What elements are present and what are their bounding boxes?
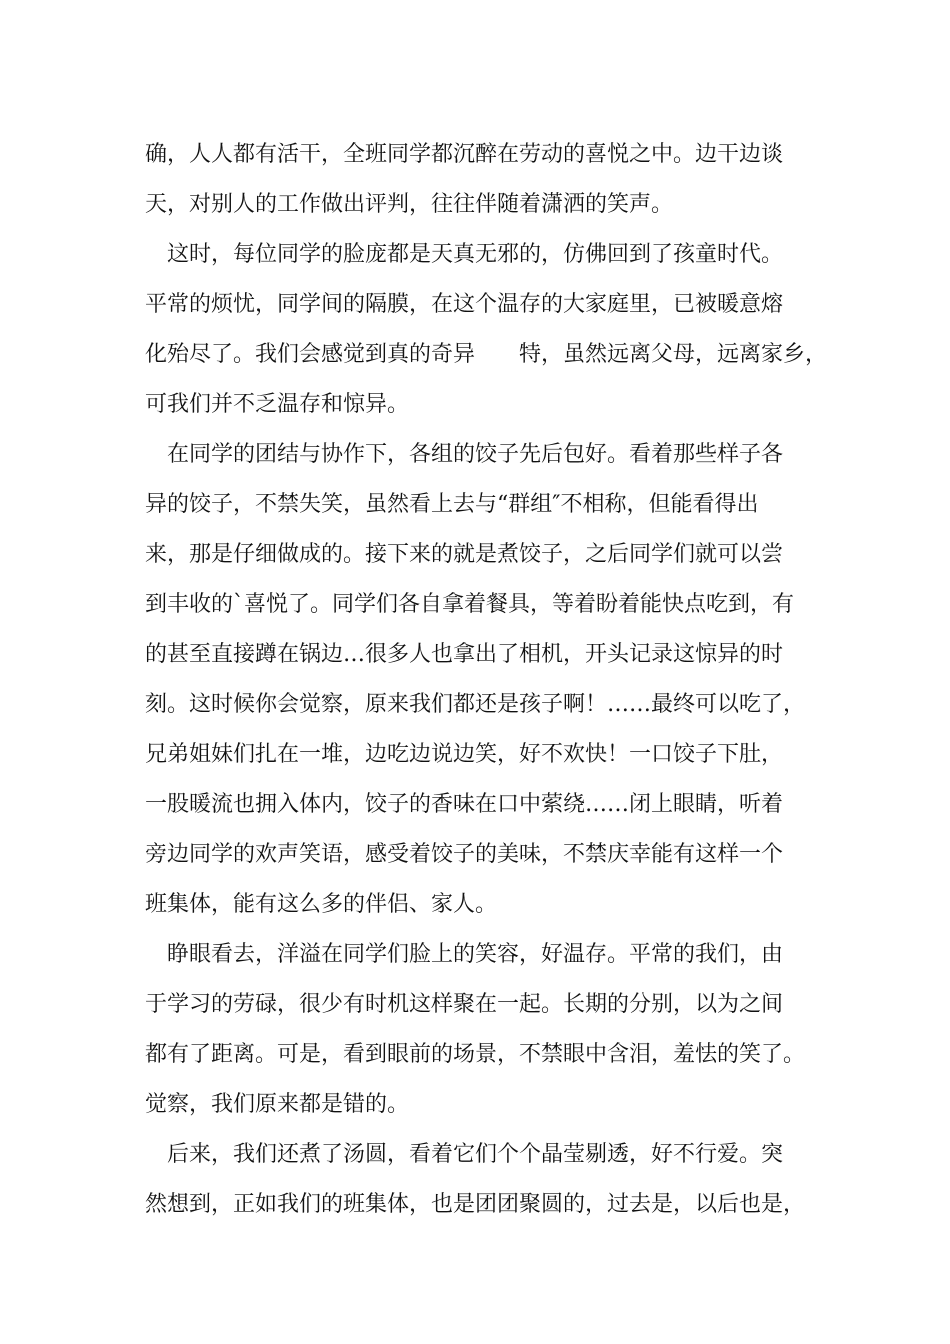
text-line: 天，对别人的工作做出评判，往往伴随着潇洒的笑声。 [145, 192, 674, 217]
text-line: 一股暖流也拥入体内，饺子的香味在口中萦绕……闭上眼睛，听着 [145, 792, 784, 817]
paragraph-start-line: 在同学的团结与协作下，各组的饺子先后包好。看着那些样子各 [167, 442, 784, 467]
text-line: 然想到，正如我们的班集体，也是团团聚圆的，过去是，以后也是， [145, 1192, 806, 1217]
paragraph-start-line: 这时，每位同学的脸庞都是天真无邪的，仿佛回到了孩童时代。 [167, 242, 784, 267]
text-line: 化殆尽了。我们会感觉到真的奇异 特，虽然远离父母，远离家乡， [145, 342, 828, 367]
text-line: 的甚至直接蹲在锅边…很多人也拿出了相机，开头记录这惊异的时 [145, 642, 784, 667]
text-line: 班集体，能有这么多的伴侣、家人。 [145, 892, 498, 917]
paragraph-start-line: 睁眼看去，洋溢在同学们脸上的笑容，好温存。平常的我们，由 [167, 942, 784, 967]
text-line: 来，那是仔细做成的。接下来的就是煮饺子，之后同学们就可以尝 [145, 542, 784, 567]
text-line: 于学习的劳碌，很少有时机这样聚在一起。长期的分别，以为之间 [145, 992, 784, 1017]
text-line: 平常的烦忧，同学间的隔膜，在这个温存的大家庭里，已被暖意熔 [145, 292, 784, 317]
text-line: 到丰收的`喜悦了。同学们各自拿着餐具，等着盼着能快点吃到，有 [145, 592, 795, 617]
text-line: 兄弟姐妹们扎在一堆，边吃边说边笑，好不欢快！一口饺子下肚， [145, 742, 784, 767]
paragraph-start-line: 后来，我们还煮了汤圆，看着它们个个晶莹剔透，好不行爱。突 [167, 1142, 784, 1167]
text-line: 旁边同学的欢声笑语，感受着饺子的美味，不禁庆幸能有这样一个 [145, 842, 784, 867]
text-line: 都有了距离。可是，看到眼前的场景，不禁眼中含泪，羞怯的笑了。 [145, 1042, 806, 1067]
text-line: 刻。这时候你会觉察，原来我们都还是孩子啊！……最终可以吃了， [145, 692, 806, 717]
body-text [145, 130, 835, 1230]
text-line: 觉察，我们原来都是错的。 [145, 1092, 410, 1117]
text-line: 异的饺子，不禁失笑，虽然看上去与“群组″不相称，但能看得出 [145, 492, 759, 517]
text-line: 可我们并不乏温存和惊异。 [145, 392, 410, 417]
text-line: 确，人人都有活干，全班同学都沉醉在劳动的喜悦之中。边干边谈 [145, 142, 784, 167]
